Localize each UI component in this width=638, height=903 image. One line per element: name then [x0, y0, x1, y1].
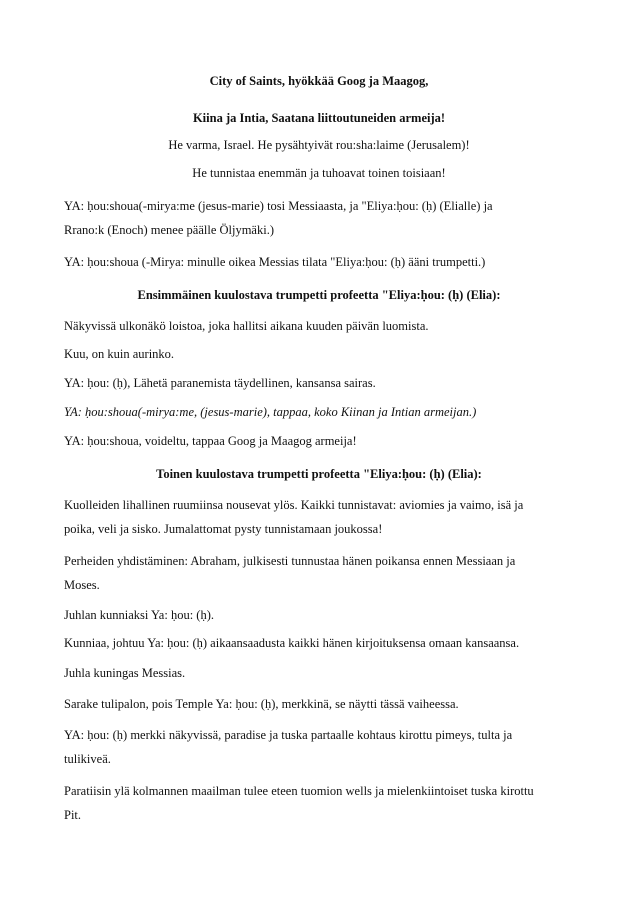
paragraph-11: Kunniaa, johtuu Ya: ḥou: (ḥ) aikaansaadusta kaikki hänen kirjoituksensa omaan kansaansa.: [64, 636, 520, 650]
paragraph-9-line-1: Perheiden yhdistäminen: Abraham, julkisesti tunnustaa hänen poikansa ennen Messiaan ja: [64, 554, 516, 568]
paragraph-2: YA: ḥou:shoua (-Mirya: minulle oikea Messias tilata "Eliya:ḥou: (ḥ) ääni trumpetti.): [64, 255, 486, 269]
paragraph-3: Näkyvissä ulkonäkö loistoa, joka hallitsi aikana kuuden päivän luomista.: [64, 319, 429, 333]
paragraph-8-line-1: Kuolleiden lihallinen ruumiinsa nousevat ylös. Kaikki tunnistavat: aviomies ja vaimo, isä ja: [64, 498, 524, 512]
title-line-3: He varma, Israel. He pysähtyivät rou:sha:laime (Jerusalem)!: [168, 138, 470, 152]
title-line-1: City of Saints, hyökkää Goog ja Maagog,: [209, 74, 429, 88]
paragraph-14-line-2: tulikiveä.: [64, 752, 111, 766]
paragraph-6: YA: ḥou:shoua(-mirya:me, (jesus-marie), tappaa, koko Kiinan ja Intian armeijan.): [64, 405, 477, 419]
paragraph-1-line-1: YA: ḥou:shoua(-mirya:me (jesus-marie) tosi Messiaasta, ja "Eliya:ḥou: (ḥ) (Elialle) ja: [64, 199, 493, 213]
title-line-2: Kiina ja Intia, Saatana liittoutuneiden armeija!: [192, 111, 446, 125]
paragraph-1-line-2: Rrano:k (Enoch) menee päälle Öljymäki.): [64, 223, 274, 237]
paragraph-9-line-2: Moses.: [64, 578, 100, 592]
paragraph-8-line-2: poika, veli ja sisko. Jumalattomat pysty tunnistamaan joukossa!: [64, 522, 383, 536]
paragraph-15-line-2: Pit.: [64, 808, 82, 822]
paragraph-14-line-1: YA: ḥou: (ḥ) merkki näkyvissä, paradise ja tuska partaalle kohtaus kirottu pimeys, tulta ja: [64, 728, 513, 742]
paragraph-10: Juhlan kunniaksi Ya: ḥou: (ḥ).: [64, 608, 214, 622]
paragraph-5: YA: ḥou: (ḥ), Lähetä paranemista täydellinen, kansansa sairas.: [64, 376, 376, 390]
title-line-4: He tunnistaa enemmän ja tuhoavat toinen toisiaan!: [192, 166, 446, 180]
heading-first-trumpet: Ensimmäinen kuulostava trumpetti profeetta "Eliya:ḥou: (ḥ) (Elia):: [137, 288, 501, 302]
heading-second-trumpet: Toinen kuulostava trumpetti profeetta "Eliya:ḥou: (ḥ) (Elia):: [156, 467, 482, 481]
paragraph-12: Juhla kuningas Messias.: [64, 666, 186, 680]
paragraph-4: Kuu, on kuin aurinko.: [64, 347, 175, 361]
paragraph-13: Sarake tulipalon, pois Temple Ya: ḥou: (ḥ), merkkinä, se näytti tässä vaiheessa.: [64, 697, 459, 711]
paragraph-15-line-1: Paratiisin ylä kolmannen maailman tulee eteen tuomion wells ja mielenkiintoiset tuska kirottu: [64, 784, 534, 798]
paragraph-7: YA: ḥou:shoua, voideltu, tappaa Goog ja Maagog armeija!: [64, 434, 357, 448]
